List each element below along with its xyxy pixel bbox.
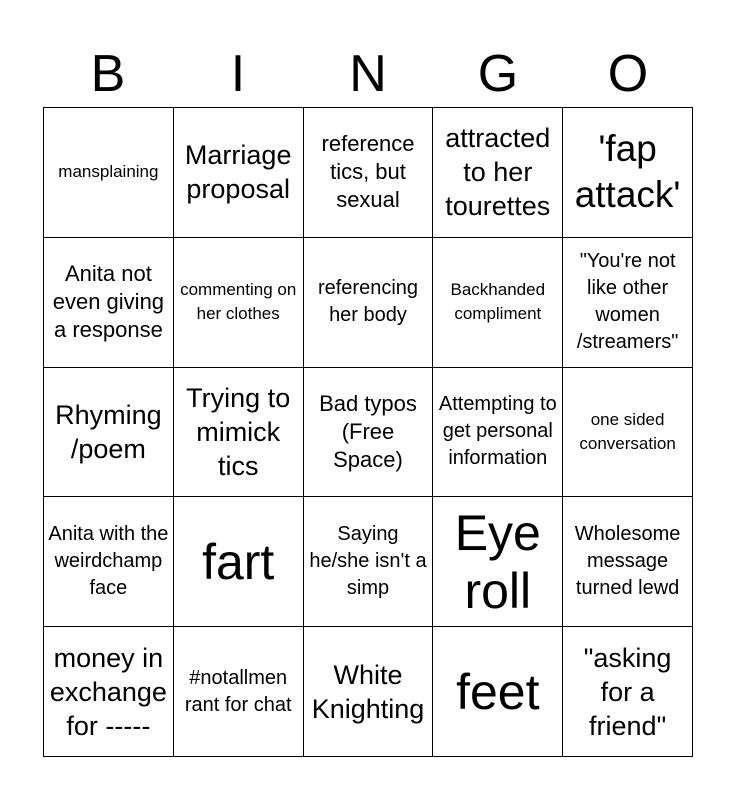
cell-text: Bad typos (Free Space) xyxy=(319,390,417,472)
bingo-cell-r2c3[interactable] xyxy=(304,238,434,368)
bingo-cell-r5c2[interactable] xyxy=(174,627,304,757)
bingo-cell-r3c2[interactable] xyxy=(174,368,304,498)
bingo-cell-r4c4[interactable] xyxy=(433,497,563,627)
cell-text: Eye roll xyxy=(454,504,541,619)
cell-text: Anita not even giving a response xyxy=(52,261,165,343)
cell-text: referencing her body xyxy=(317,277,419,327)
bingo-header xyxy=(43,40,693,108)
cell-text: fart xyxy=(202,533,275,590)
bingo-cell-r4c1[interactable] xyxy=(44,497,174,627)
bingo-cell-r1c1[interactable] xyxy=(44,108,174,238)
bingo-cell-r1c5[interactable] xyxy=(563,108,693,238)
header-letter-n: N xyxy=(349,45,387,103)
cell-text: attracted to her tourettes xyxy=(445,123,551,222)
bingo-cell-r2c1[interactable] xyxy=(44,238,174,368)
cell-text: one sided conversation xyxy=(579,409,676,453)
bingo-grid xyxy=(43,107,693,757)
bingo-cell-r5c3[interactable] xyxy=(304,627,434,757)
bingo-cell-r5c4[interactable] xyxy=(433,627,563,757)
bingo-cell-r3c3[interactable] xyxy=(304,368,434,498)
cell-text: commenting on her clothes xyxy=(180,280,297,324)
bingo-cell-r1c3[interactable] xyxy=(304,108,434,238)
cell-text: Attempting to get personal information xyxy=(438,393,557,470)
cell-text: 'fap attack' xyxy=(574,128,681,216)
header-letter-b: B xyxy=(90,45,126,103)
bingo-cell-r3c4[interactable] xyxy=(433,368,563,498)
bingo-cell-r4c2[interactable] xyxy=(174,497,304,627)
bingo-cell-r1c4[interactable] xyxy=(433,108,563,238)
bingo-cell-r4c3[interactable] xyxy=(304,497,434,627)
header-letter-i: I xyxy=(230,45,246,103)
cell-text: #notallmen rant for chat xyxy=(184,666,292,716)
cell-text: Trying to mimick tics xyxy=(186,382,291,481)
header-letter-g: G xyxy=(477,45,519,103)
cell-text: money in exchange for ----- xyxy=(49,642,167,741)
cell-text: Saying he/she isn't a simp xyxy=(309,523,427,600)
bingo-cell-r4c5[interactable] xyxy=(563,497,693,627)
cell-text: mansplaining xyxy=(58,162,159,182)
bingo-cell-r5c1[interactable] xyxy=(44,627,174,757)
header-letter-o: O xyxy=(607,45,649,103)
bingo-cell-r3c5[interactable] xyxy=(563,368,693,498)
bingo-cell-r2c2[interactable] xyxy=(174,238,304,368)
cell-text: "asking for a friend" xyxy=(583,642,672,741)
bingo-cell-r5c5[interactable] xyxy=(563,627,693,757)
cell-text: Anita with the weirdchamp face xyxy=(48,523,169,600)
cell-text: White Knighting xyxy=(311,659,425,724)
cell-text: "You're not like other women /streamers" xyxy=(576,250,679,354)
bingo-cell-r3c1[interactable] xyxy=(44,368,174,498)
cell-text: reference tics, but sexual xyxy=(321,131,415,213)
cell-text: Wholesome message turned lewd xyxy=(574,523,681,600)
cell-text: feet xyxy=(456,663,540,720)
bingo-cell-r2c5[interactable] xyxy=(563,238,693,368)
cell-text: Backhanded compliment xyxy=(450,280,546,324)
bingo-cell-r2c4[interactable] xyxy=(433,238,563,368)
cell-text: Rhyming /poem xyxy=(55,399,162,464)
cell-text: Marriage proposal xyxy=(184,140,292,205)
bingo-cell-r1c2[interactable] xyxy=(174,108,304,238)
